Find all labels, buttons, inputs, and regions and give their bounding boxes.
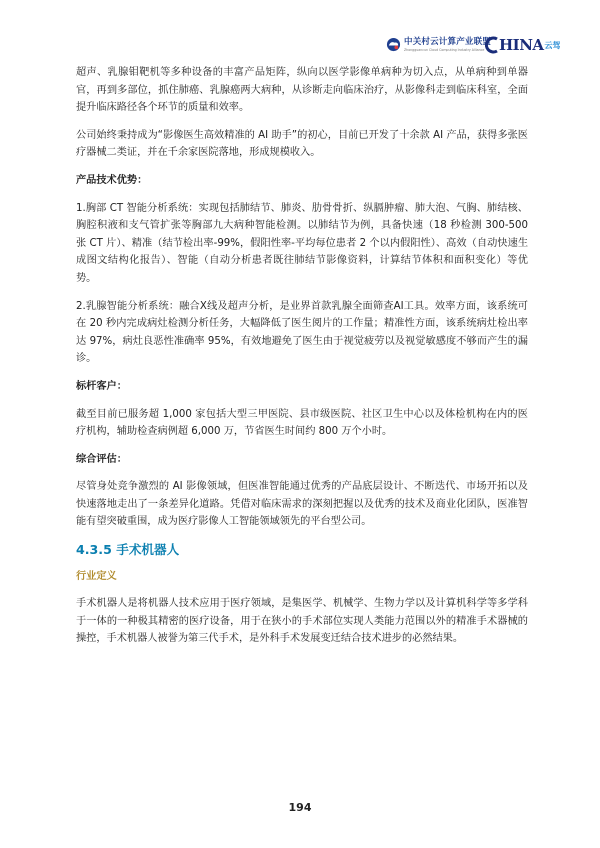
advantages-label: 产品技术优势： xyxy=(76,174,148,186)
page-number: 194 xyxy=(288,801,312,814)
china-logo xyxy=(485,36,561,54)
industry-definition-label: 行业定义 xyxy=(76,571,117,583)
china-logo-word: HINA xyxy=(499,36,544,54)
page-content xyxy=(76,64,528,658)
advantage-chest-ct: 1.胸部 CT 智能分析系统：实现包括肺结节、肺炎、肋骨骨折、纵膈肿瘤、肺大泡、气胸、肺结核、胸腔积液和支气管扩张等胸部九大病种智能检测。以肺结节为例，具备快速（18 秒检测 300-500 张 CT 片）、精准（结节检出率-99%，假阳性率-平均每位患者 2 个以内假阳性）、高效（自动快速生成图文结构化报告）、智能（自动分析患者既往肺结节影像资料，计算结节体积和面积变化）等优势。 xyxy=(76,202,528,284)
evaluation-label: 综合评估： xyxy=(76,453,127,465)
evaluation-paragraph: 尽管身处竞争激烈的 AI 影像领域，但医准智能通过优秀的产品底层设计、不断迭代、市场开拓以及快速落地走出了一条差异化道路。凭借对临床需求的深刻把握以及优秀的技术及商业化团队，医准智能有望突破重围，成为医疗影像人工智能领域领先的平台型公司。 xyxy=(76,481,528,528)
customers-paragraph: 截至目前已服务超 1,000 家包括大型三甲医院、县市级医院、社区卫生中心以及体检机构在内的医疗机构，辅助检查病例超 6,000 万，节省医生时间约 800 万个小时。 xyxy=(76,408,528,438)
cloud-logo-icon xyxy=(386,37,401,52)
mission-paragraph: 公司始终秉持成为“影像医生高效精准的 AI 助手”的初心，目前已开发了十余款 AI 产品，获得多张医疗器械二类证，并在千余家医院落地，形成规模收入。 xyxy=(76,129,528,159)
intro-paragraph: 超声、乳腺钼靶机等多种设备的丰富产品矩阵，纵向以医学影像单病种为切入点，从单病种到单器官，再到多部位，抓住肺癌、乳腺癌两大病种，从诊断走向临床治疗，从影像科走到临床科室，全面提升临床路径各个环节的质量和效率。 xyxy=(76,67,528,114)
zgc-alliance-logo xyxy=(386,37,491,52)
china-logo-sub: 云驾 xyxy=(544,40,561,50)
customers-label: 标杆客户： xyxy=(76,380,127,392)
zgc-logo-cn: 中关村云计算产业联盟 xyxy=(404,37,492,47)
definition-paragraph: 手术机器人是将机器人技术应用于医疗领域，是集医学、机械学、生物力学以及计算机科学等多学科于一体的一种极其精密的医疗设备，用于在狭小的手术部位实现人类能力范围以外的精准手术器械的操控，手术机器人被誉为第三代手术，是外科手术发展变迁结合技术进步的必然结果。 xyxy=(76,598,528,645)
page-header xyxy=(0,0,600,64)
advantage-breast: 2.乳腺智能分析系统：融合X线及超声分析，是业界首款乳腺全面筛查AI工具。效率方面，该系统可在 20 秒内完成病灶检测分析任务，大幅降低了医生阅片的工作量；精准性方面，该系统病灶检出率达 97%，病灶良恶性准确率 95%，有效地避免了医生由于视觉疲劳以及视觉敏感度不够而产生的漏诊。 xyxy=(76,300,528,365)
section-title: 4.3.5 手术机器人 xyxy=(76,542,180,558)
china-c-icon xyxy=(485,36,499,54)
zgc-logo-en: Zhongguancun Cloud Computing Industry Alliance xyxy=(404,48,485,52)
